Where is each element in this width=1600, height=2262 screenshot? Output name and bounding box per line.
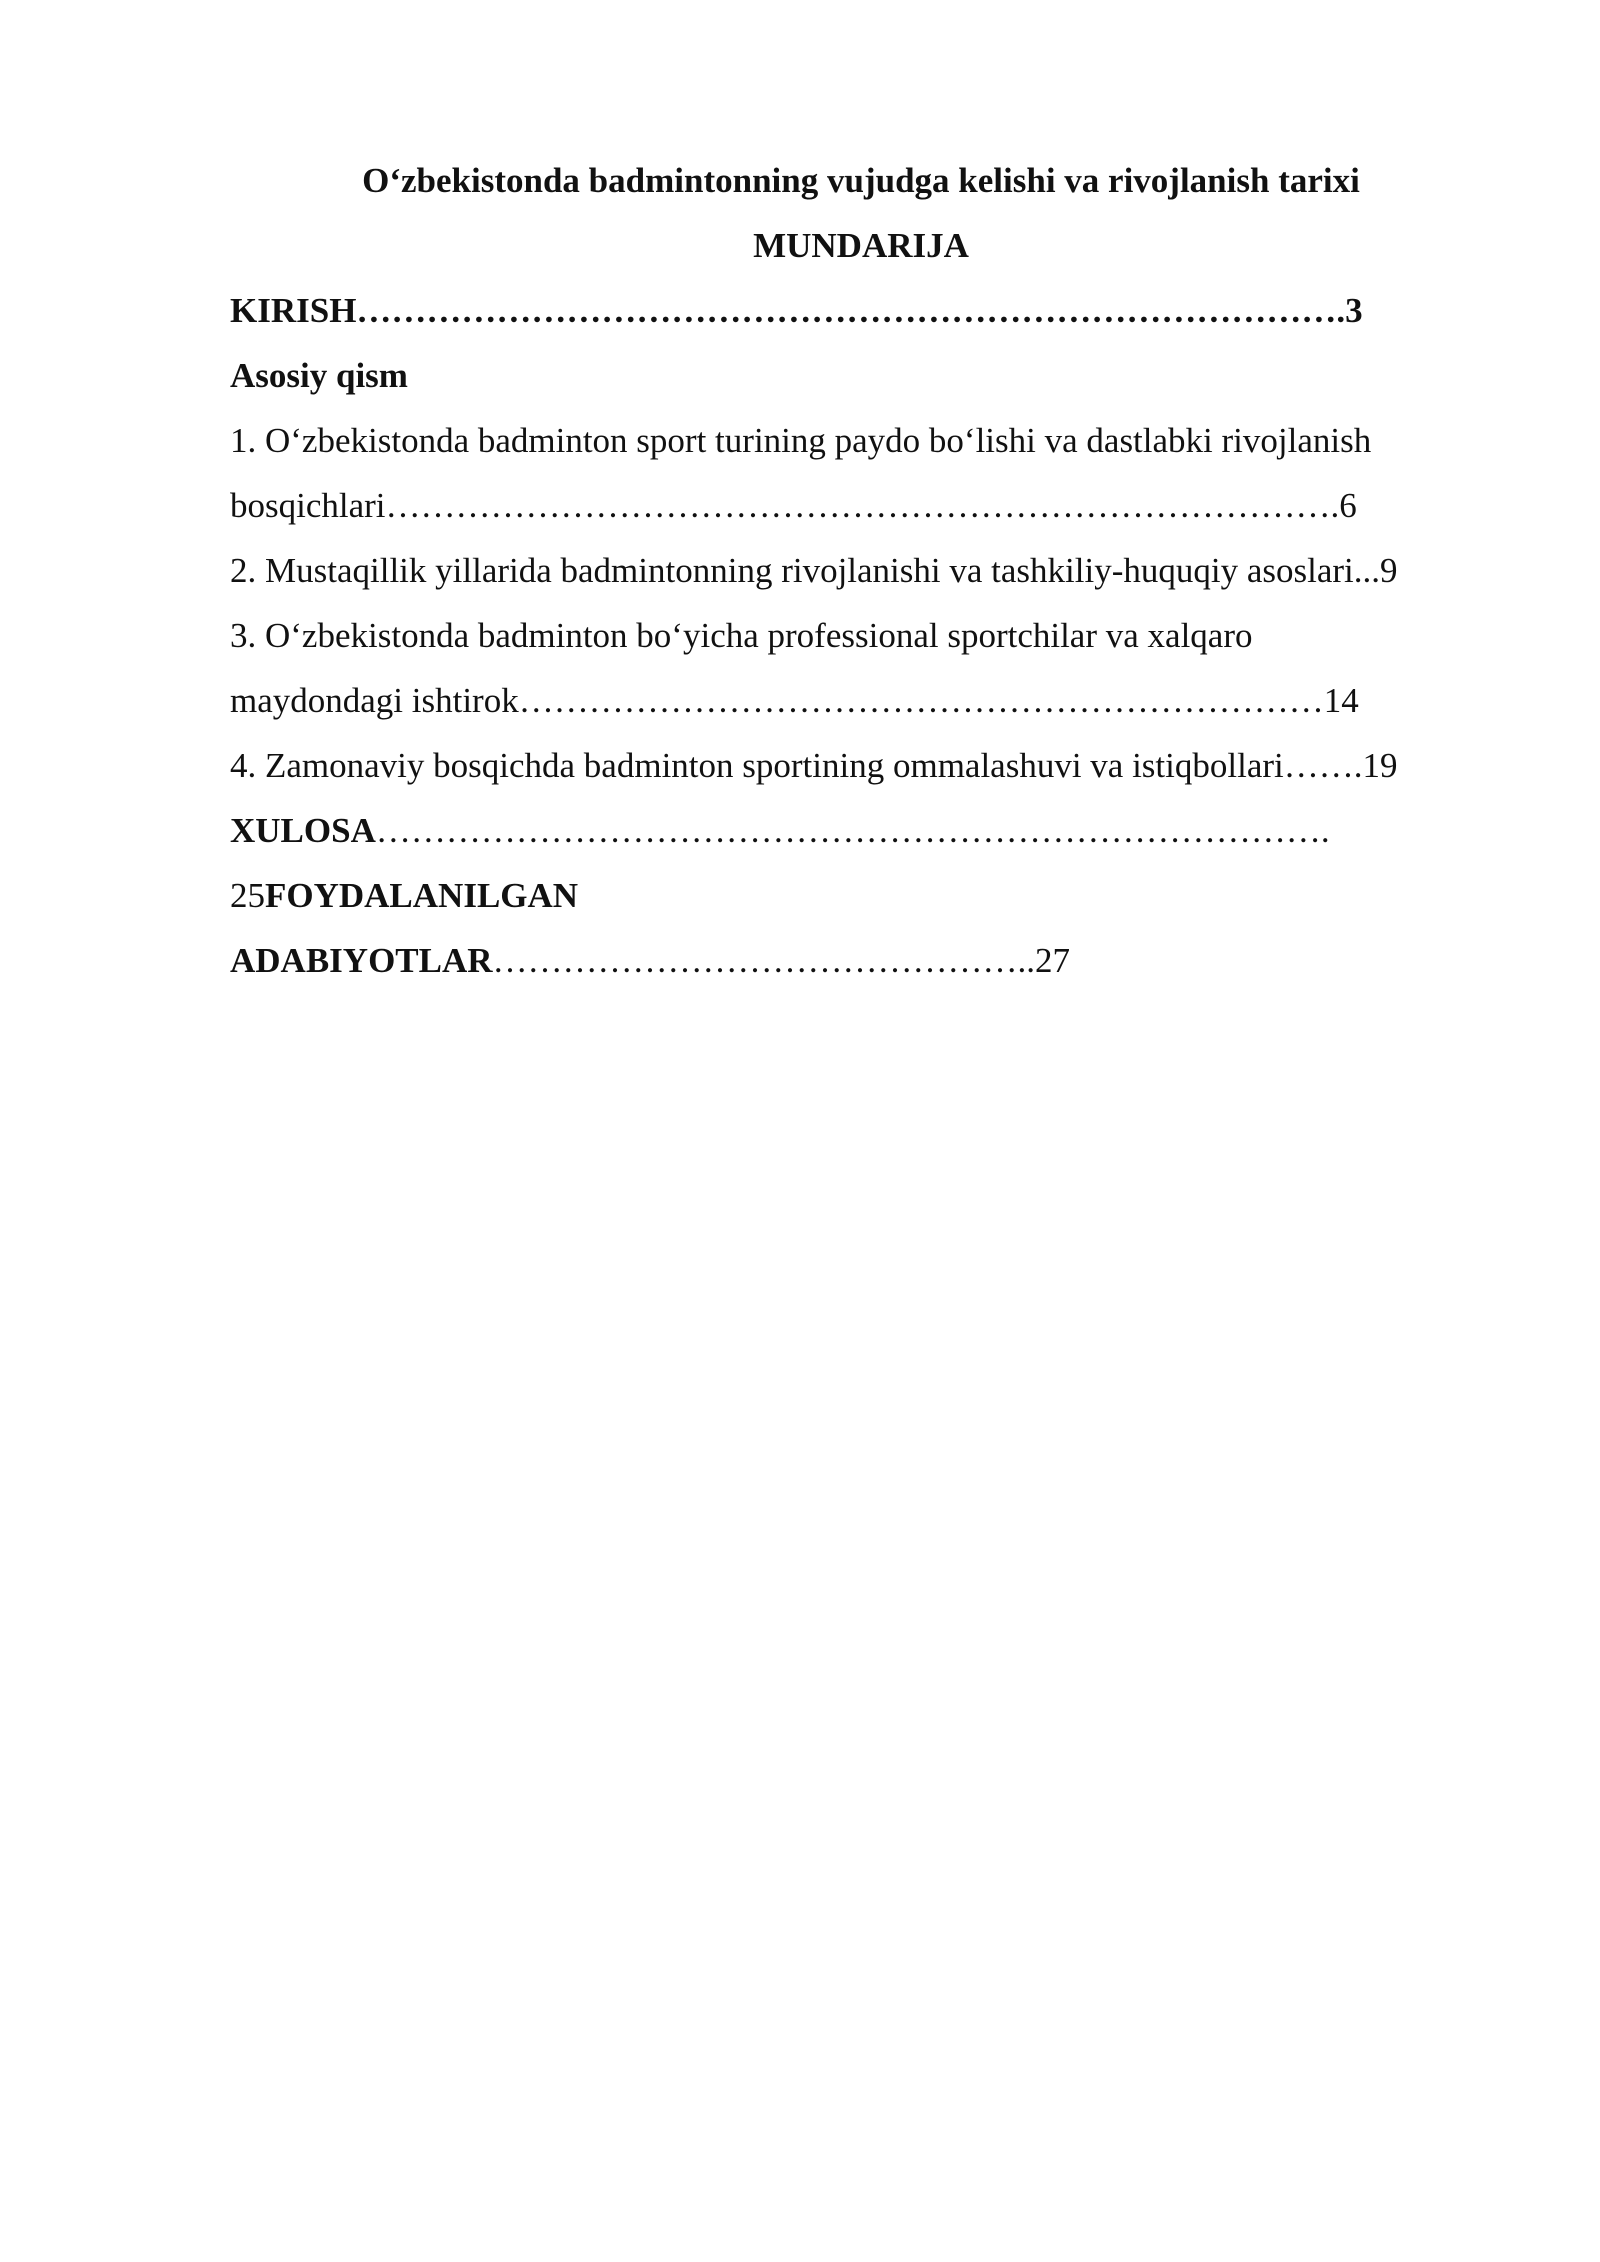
toc-entry-xulosa [230, 798, 1492, 863]
toc-entry-foydalanilgan [230, 863, 1492, 928]
toc-entry-3-line-1: 3. O‘zbekistonda badminton bo‘yicha professional sportchilar va xalqaro [230, 616, 1253, 655]
toc-entry-1-line-2: bosqichlari……………………………………………………………………….6 [230, 486, 1357, 525]
document-content [230, 148, 1492, 993]
toc-foydalanilgan-label: FOYDALANILGAN [265, 876, 579, 915]
document-title: O‘zbekistonda badmintonning vujudga kelishi va rivojlanish tarixi [362, 161, 1360, 200]
toc-entry-1-line-1: 1. O‘zbekistonda badminton sport turining paydo bo‘lishi va dastlabki rivojlanish [230, 421, 1372, 460]
toc-section-asosiy-qism: Asosiy qism [230, 356, 408, 395]
toc-entry-4: 4. Zamonaviy bosqichda badminton sportining ommalashuvi va istiqbollari…….19 [230, 746, 1398, 785]
toc-xulosa-dots: ………………………………………………………………………. [375, 811, 1330, 850]
toc-entry-3-line-2: maydondagi ishtirok……………………………………………………………14 [230, 681, 1359, 720]
toc-xulosa-page: 25 [230, 876, 265, 915]
toc-xulosa-label: XULOSA [230, 811, 376, 850]
toc-adabiyotlar-rest: ………………………………………..27 [492, 941, 1071, 980]
toc-entry-2: 2. Mustaqillik yillarida badmintonning rivojlanishi va tashkiliy-huquqiy asoslari...9 [230, 551, 1398, 590]
toc-entry-kirish: KIRISH………………………………………………………………………….3 [230, 291, 1363, 330]
toc-entry-adabiyotlar [230, 928, 1492, 993]
toc-adabiyotlar-label: ADABIYOTLAR [230, 941, 493, 980]
toc-heading: MUNDARIJA [753, 226, 969, 265]
